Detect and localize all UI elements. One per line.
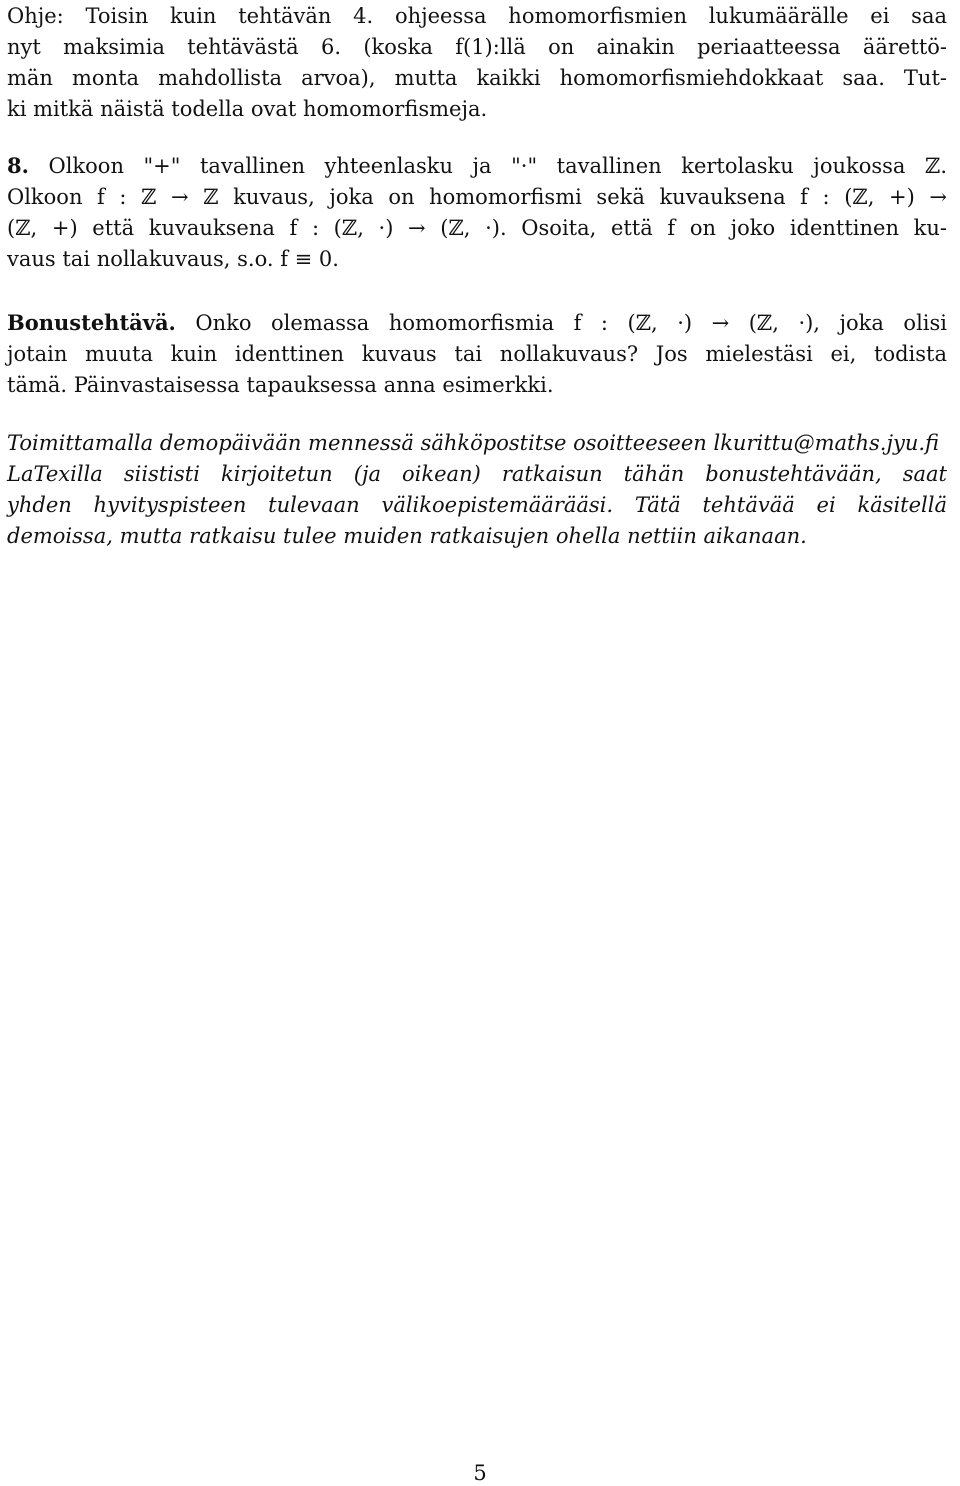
hint-line: män monta mahdollista arvoa), mutta kaikki homomorfismiehdokkaat saa. Tut- [7, 66, 947, 90]
submission-note [7, 428, 947, 552]
bonus-line: tämä. Päinvastaisessa tapauksessa anna esimerkki. [7, 373, 554, 397]
exercise-8-line: Olkoon f : ℤ → ℤ kuvaus, joka on homomorfismi sekä kuvauksena f : (ℤ, +) → [7, 185, 947, 209]
bonus-first-line [7, 307, 947, 339]
exercise-8-paragraph [7, 150, 947, 275]
note-line: LaTexilla siististi kirjoitetun (ja oikean) ratkaisun tähän bonustehtävään, saat [7, 462, 947, 486]
bonus-heading: Bonustehtävä. [7, 310, 176, 335]
note-line: yhden hyvityspisteen tulevaan välikoepistemäärääsi. Tätä tehtävää ei käsitellä [7, 493, 947, 517]
exercise-8-line: (ℤ, +) että kuvauksena f : (ℤ, ·) → (ℤ, ·). Osoita, että f on joko identtinen ku- [7, 216, 947, 240]
note-line: demoissa, mutta ratkaisu tulee muiden ratkaisujen ohella nettiin aikanaan. [7, 524, 807, 548]
exercise-number: 8. [7, 153, 29, 178]
exercise-8-first-line [7, 150, 947, 182]
bonus-line: jotain muuta kuin identtinen kuvaus tai nollakuvaus? Jos mielestäsi ei, todista [7, 342, 947, 366]
note-line: Toimittamalla demopäivään mennessä sähköpostitse osoitteeseen lkurittu@maths.jyu.fi [7, 431, 940, 455]
hint-paragraph [7, 1, 947, 125]
page-number: 5 [473, 1461, 487, 1485]
exercise-8-line: vaus tai nollakuvaus, s.o. f ≡ 0. [7, 247, 339, 271]
bonus-line: Onko olemassa homomorfismia f : (ℤ, ·) → (ℤ, ·), joka olisi [195, 311, 947, 335]
hint-line: nyt maksimia tehtävästä 6. (koska f(1):llä on ainakin periaatteessa äärettö- [7, 35, 947, 59]
exercise-8-line: Olkoon "+" tavallinen yhteenlasku ja "·" tavallinen kertolasku joukossa ℤ. [48, 154, 947, 178]
hint-line: Ohje: Toisin kuin tehtävän 4. ohjeessa homomorfismien lukumäärälle ei saa [7, 4, 947, 28]
hint-line: ki mitkä näistä todella ovat homomorfismeja. [7, 97, 488, 121]
bonus-paragraph [7, 307, 947, 401]
